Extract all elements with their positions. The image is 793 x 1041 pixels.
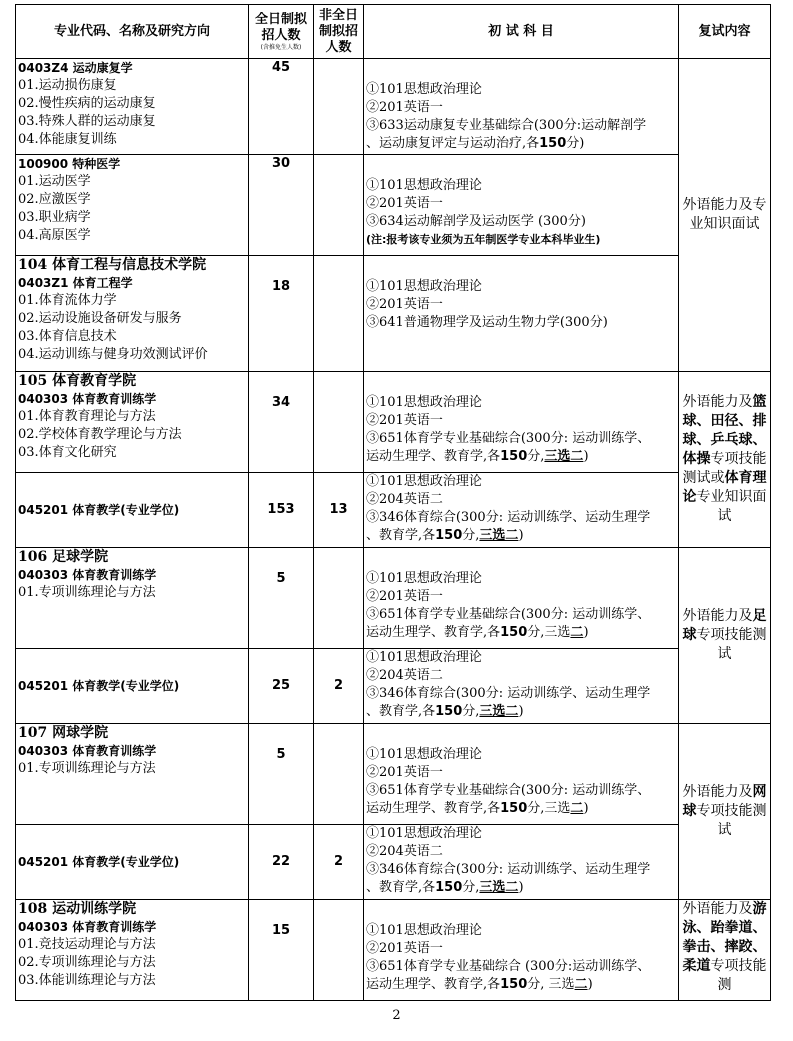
full-time-count: 30 bbox=[249, 155, 314, 256]
full-time-count: 153 bbox=[249, 473, 314, 548]
exam-cell: ①101思想政治理论 ②201英语一 ③651体育学专业基础综合 (300分:运动训练学、 运动生理学、教育学,各150分, 三选二) bbox=[364, 900, 679, 1001]
table-row bbox=[16, 649, 771, 724]
retest-cell: 外语能力及网球专项技能测试 bbox=[679, 724, 771, 900]
header-row bbox=[16, 5, 771, 59]
major-cell: 045201 体育教学(专业学位) bbox=[16, 825, 249, 900]
header-part-time: 非全日 制拟招 人数 bbox=[314, 5, 364, 59]
retest-cell: 外语能力及专业知识面试 bbox=[679, 59, 771, 372]
table-row bbox=[16, 59, 771, 155]
exam-cell: ①101思想政治理论 ②201英语一 ③651体育学专业基础综合(300分: 运动训练学、 运动生理学、教育学,各150分,三选二) bbox=[364, 372, 679, 473]
part-time-count: 13 bbox=[314, 473, 364, 548]
exam-cell: ①101思想政治理论 ②201英语一 ③651体育学专业基础综合(300分: 运动训练学、 运动生理学、教育学,各150分,三选二) bbox=[364, 724, 679, 825]
full-time-count: 5 bbox=[249, 724, 314, 825]
exam-cell: ①101思想政治理论 ②204英语二 ③346体育综合(300分: 运动训练学、运动生理学 、教育学,各150分,三选二) bbox=[364, 825, 679, 900]
exam-cell: ①101思想政治理论 ②201英语一 ③641普通物理学及运动生物力学(300分) bbox=[364, 256, 679, 372]
exam-cell: ①101思想政治理论 ②204英语二 ③346体育综合(300分: 运动训练学、运动生理学 、教育学,各150分,三选二) bbox=[364, 473, 679, 548]
admissions-table bbox=[15, 4, 771, 1001]
table-row bbox=[16, 548, 771, 649]
table-row bbox=[16, 155, 771, 256]
major-cell: 108 运动训练学院 040303 体育教育训练学 01.竞技运动理论与方法 02.专项训练理论与方法 03.体能训练理论与方法 bbox=[16, 900, 249, 1001]
header-full-time: 全日制拟 招人数 (含推免生人数) bbox=[249, 5, 314, 59]
exam-cell: ①101思想政治理论 ②201英语一 ③651体育学专业基础综合(300分: 运动训练学、 运动生理学、教育学,各150分,三选二) bbox=[364, 548, 679, 649]
full-time-count: 25 bbox=[249, 649, 314, 724]
exam-cell: ①101思想政治理论 ②201英语一 ③633运动康复专业基础综合(300分:运动解剖学 、运动康复评定与运动治疗,各150分) bbox=[364, 59, 679, 155]
exam-cell: ①101思想政治理论 ②201英语一 ③634运动解剖学及运动医学 (300分) (注:报考该专业须为五年制医学专业本科毕业生) bbox=[364, 155, 679, 256]
major-cell: 045201 体育教学(专业学位) bbox=[16, 649, 249, 724]
page-number: 2 bbox=[392, 1008, 401, 1023]
major-cell: 107 网球学院 040303 体育教育训练学 01.专项训练理论与方法 bbox=[16, 724, 249, 825]
part-time-count bbox=[314, 724, 364, 825]
major-cell: 104 体育工程与信息技术学院 0403Z1 体育工程学 01.体育流体力学 02.运动设施设备研发与服务 03.体育信息技术 04.运动训练与健身功效测试评价 bbox=[16, 256, 249, 372]
part-time-count bbox=[314, 372, 364, 473]
part-time-count bbox=[314, 256, 364, 372]
major-cell: 100900 特种医学 01.运动医学 02.应激医学 03.职业病学 04.高原医学 bbox=[16, 155, 249, 256]
retest-cell: 外语能力及游泳、跆拳道、拳击、摔跤、柔道专项技能测 bbox=[679, 900, 771, 1001]
part-time-count bbox=[314, 548, 364, 649]
table-row bbox=[16, 372, 771, 473]
header-major: 专业代码、名称及研究方向 bbox=[16, 5, 249, 59]
retest-cell: 外语能力及足球专项技能测试 bbox=[679, 548, 771, 724]
major-cell: 106 足球学院 040303 体育教育训练学 01.专项训练理论与方法 bbox=[16, 548, 249, 649]
table-row bbox=[16, 724, 771, 825]
full-time-count: 22 bbox=[249, 825, 314, 900]
major-cell: 105 体育教育学院 040303 体育教育训练学 01.体育教育理论与方法 02.学校体育教学理论与方法 03.体育文化研究 bbox=[16, 372, 249, 473]
exam-cell: ①101思想政治理论 ②204英语二 ③346体育综合(300分: 运动训练学、运动生理学 、教育学,各150分,三选二) bbox=[364, 649, 679, 724]
table-row bbox=[16, 900, 771, 1001]
full-time-count: 45 bbox=[249, 59, 314, 155]
retest-cell: 外语能力及篮球、田径、排球、乒乓球、体操专项技能测试或体育理论专业知识面试 bbox=[679, 372, 771, 548]
part-time-count: 2 bbox=[314, 825, 364, 900]
major-cell: 0403Z4 运动康复学 01.运动损伤康复 02.慢性疾病的运动康复 03.特殊人群的运动康复 04.体能康复训练 bbox=[16, 59, 249, 155]
full-time-count: 15 bbox=[249, 900, 314, 1001]
table-row bbox=[16, 825, 771, 900]
part-time-count bbox=[314, 155, 364, 256]
header-retest: 复试内容 bbox=[679, 5, 771, 59]
table-row bbox=[16, 256, 771, 372]
full-time-count: 34 bbox=[249, 372, 314, 473]
full-time-count: 5 bbox=[249, 548, 314, 649]
part-time-count bbox=[314, 59, 364, 155]
major-cell: 045201 体育教学(专业学位) bbox=[16, 473, 249, 548]
full-time-count: 18 bbox=[249, 256, 314, 372]
header-exam: 初 试 科 目 bbox=[364, 5, 679, 59]
part-time-count bbox=[314, 900, 364, 1001]
table-row bbox=[16, 473, 771, 548]
part-time-count: 2 bbox=[314, 649, 364, 724]
